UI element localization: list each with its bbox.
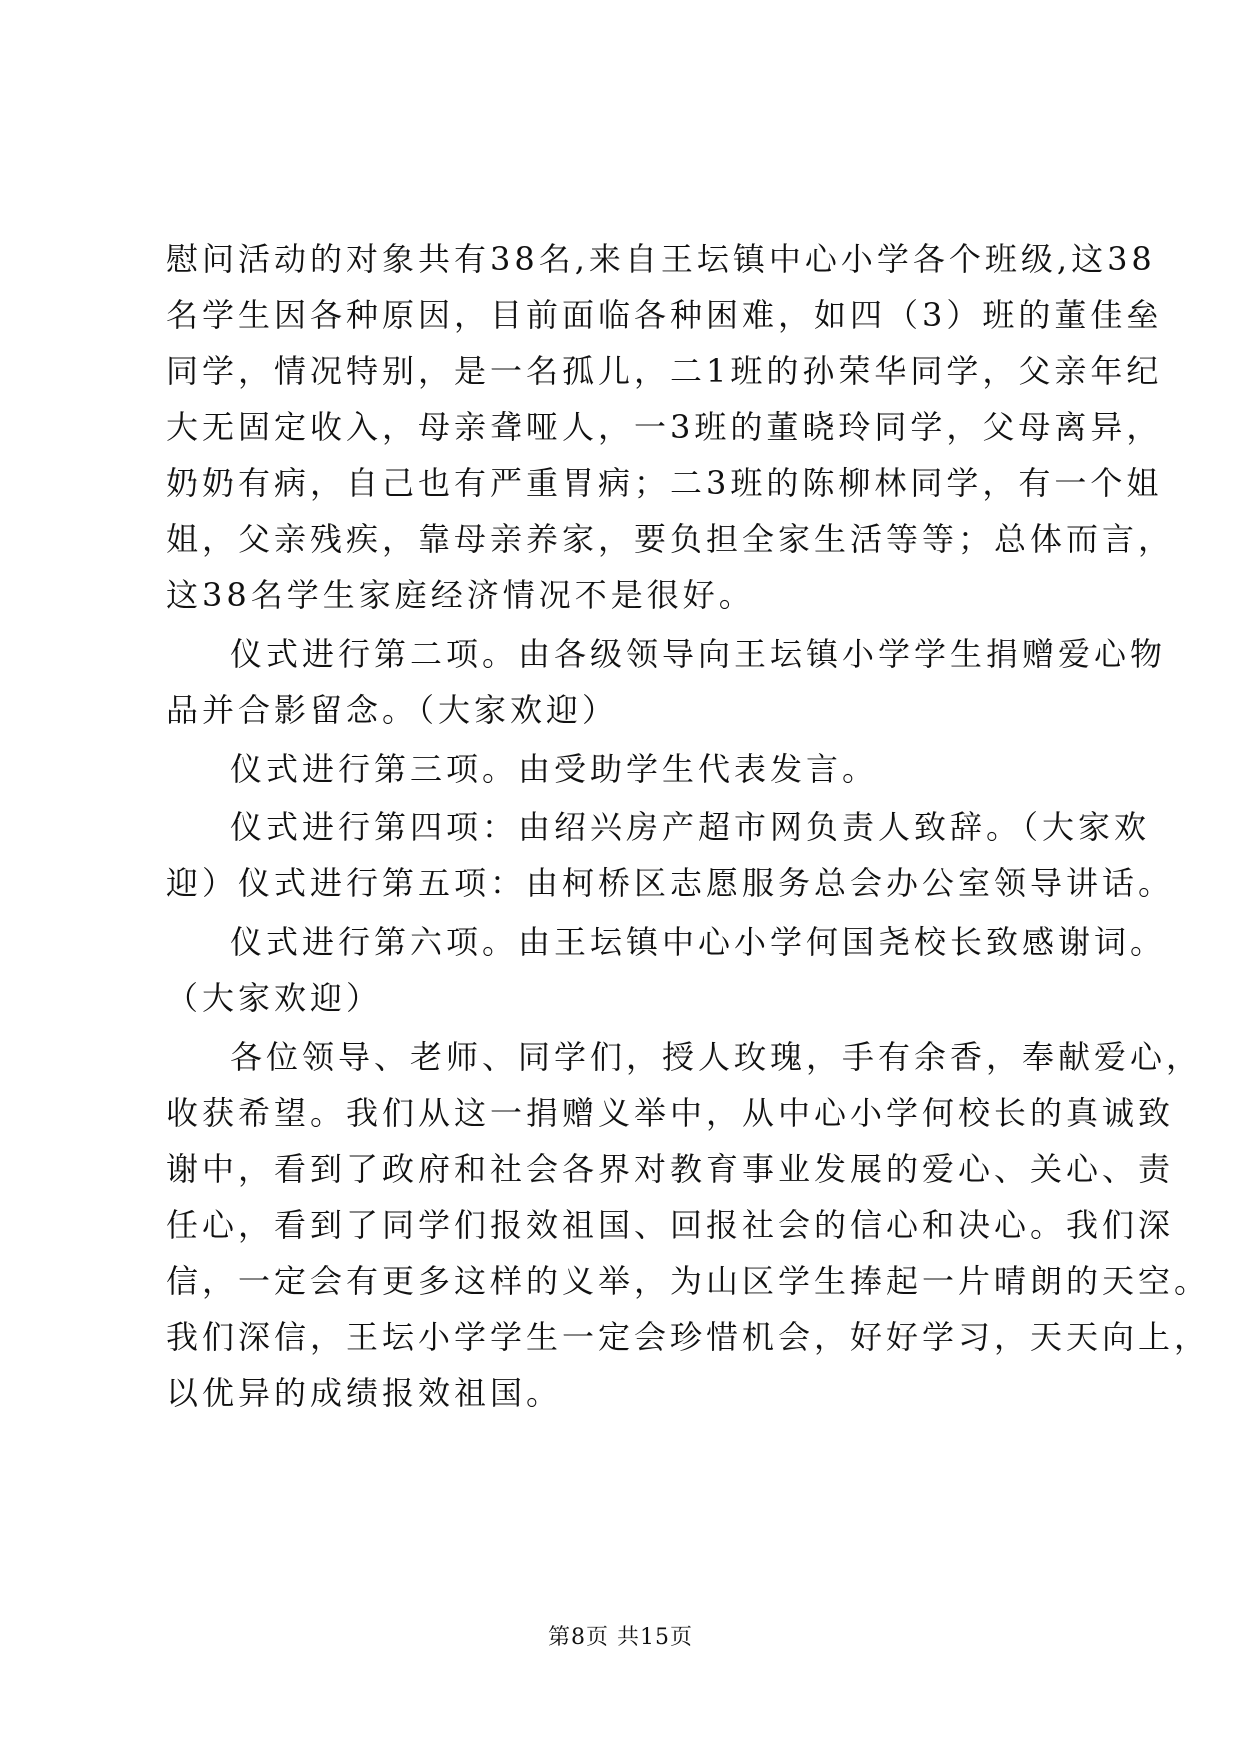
text-line: 收获希望。我们从这一捐赠义举中，从中心小学何校长的真诚致 [166, 1094, 1175, 1132]
text-line: 任心，看到了同学们报效祖国、回报社会的信心和决心。我们深 [166, 1206, 1175, 1244]
text-line: 谢中，看到了政府和社会各界对教育事业发展的爱心、关心、责 [166, 1150, 1175, 1188]
text-line: 名学生因各种原因，目前面临各种困难，如四（3）班的董佳垒 [166, 296, 1163, 334]
text-line: 品并合影留念。（大家欢迎） [166, 691, 619, 729]
text-line: 慰问活动的对象共有38名,来自王坛镇中心小学各个班级,这38 [166, 240, 1156, 278]
text-line: 信，一定会有更多这样的义举，为山区学生捧起一片晴朗的天空。 [166, 1262, 1211, 1300]
text-line: 大无固定收入，母亲聋哑人，一3班的董晓玲同学，父母离异， [166, 408, 1163, 446]
text-line: 各位领导、老师、同学们，授人玫瑰，手有余香，奉献爱心， [230, 1038, 1203, 1076]
text-line: 仪式进行第四项：由绍兴房产超市网负责人致辞。（大家欢 [230, 808, 1151, 846]
text-line: 姐，父亲残疾，靠母亲养家，要负担全家生活等等；总体而言， [166, 520, 1175, 558]
text-line: 我们深信，王坛小学学生一定会珍惜机会，好好学习，天天向上， [166, 1318, 1211, 1356]
text-line: 仪式进行第六项。由王坛镇中心小学何国尧校长致感谢词。 [230, 923, 1167, 961]
text-line: 迎）仪式进行第五项：由柯桥区志愿服务总会办公室领导讲话。 [166, 864, 1175, 902]
text-line: 以优异的成绩报效祖国。 [166, 1374, 563, 1412]
text-line: 奶奶有病，自己也有严重胃病；二3班的陈柳林同学，有一个姐 [166, 464, 1163, 502]
text-line: （大家欢迎） [166, 979, 383, 1017]
text-line: 同学，情况特别，是一名孤儿，二1班的孙荣华同学，父亲年纪 [166, 352, 1163, 390]
text-line: 这38名学生家庭经济情况不是很好。 [166, 576, 755, 614]
text-line: 仪式进行第三项。由受助学生代表发言。 [230, 750, 879, 788]
page-number-footer: 第8页 共15页 [548, 1625, 693, 1650]
text-line: 仪式进行第二项。由各级领导向王坛镇小学学生捐赠爱心物 [230, 635, 1167, 673]
